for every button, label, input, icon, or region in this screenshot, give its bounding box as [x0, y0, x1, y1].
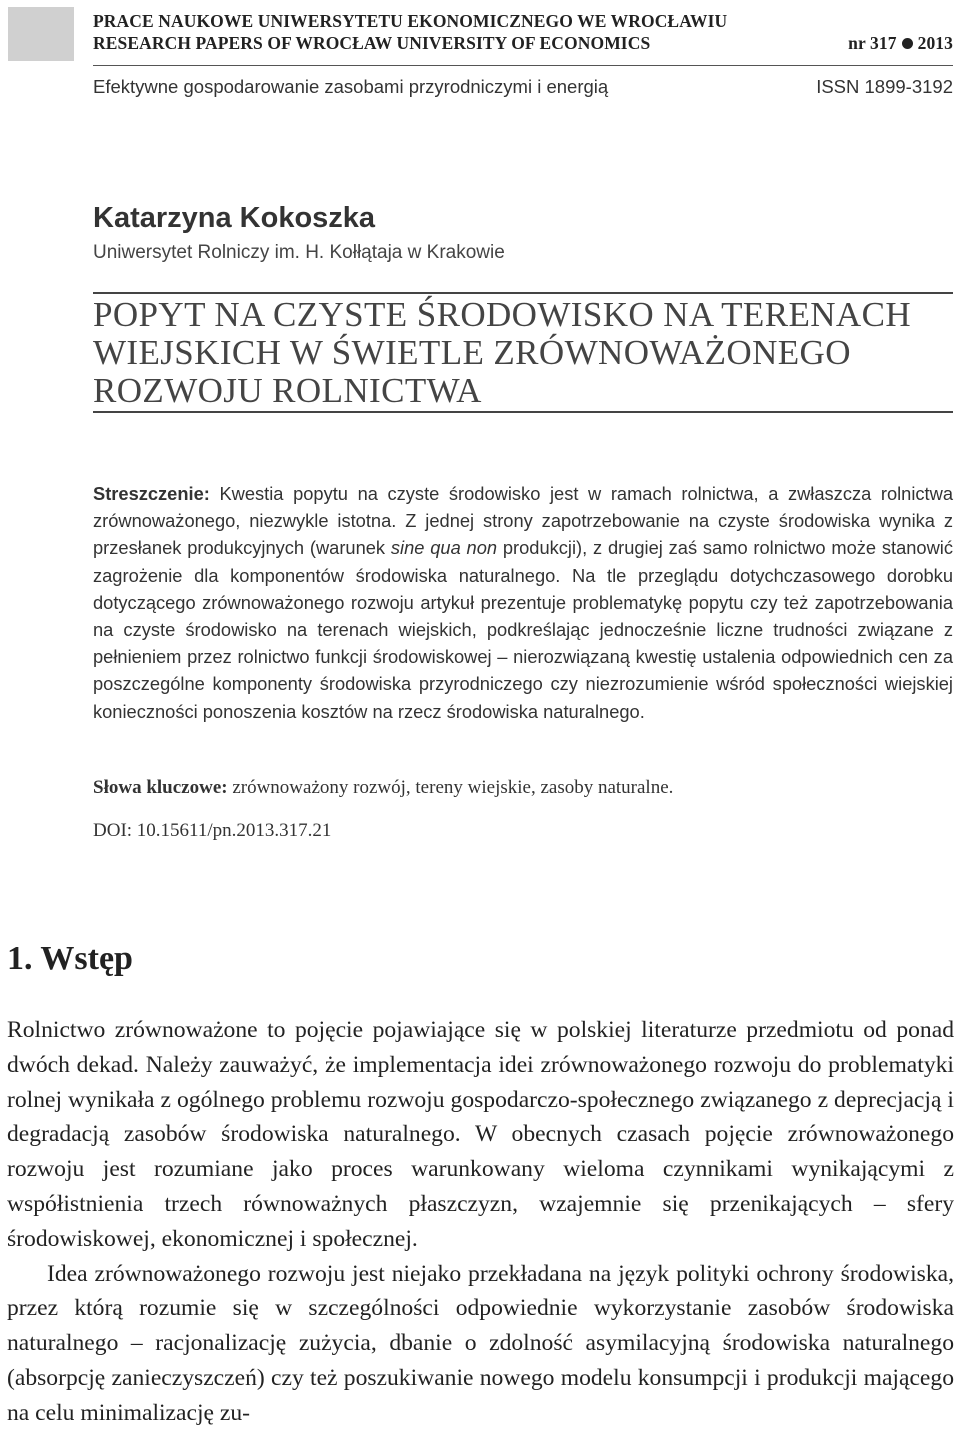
body-text — [7, 1013, 954, 1431]
header-divider — [93, 65, 953, 66]
paragraph: Idea zrównoważonego rozwoju jest niejako przekładana na język polityki ochrony środowiska, przez którą rozumie się w szczególności odpowiednie wykorzystanie zasobów środowiska naturalnego – racjonalizację zużycia, dbanie o zdolność asymilacyjną środowiska naturalnego (absorpcję zanieczyszczeń) czy też poszukiwanie nowego modelu konsumpcji i produkcji mającego na celu minimalizację zu- — [7, 1260, 954, 1426]
title-line: POPYT NA CZYSTE ŚRODOWISKO NA TERENACH — [93, 295, 912, 334]
article-title — [93, 296, 960, 410]
title-bottom-rule — [93, 411, 953, 413]
title-line: WIEJSKICH W ŚWIETLE ZRÓWNOWAŻONEGO — [93, 333, 851, 372]
keywords — [93, 777, 673, 799]
doi: DOI: 10.15611/pn.2013.317.21 — [93, 820, 332, 841]
header-gray-box — [8, 7, 74, 61]
title-top-rule — [93, 292, 953, 294]
paragraph: Rolnictwo zrównoważone to pojęcie pojawiające się w polskiej literaturze przedmiotu od ponad dwóch dekad. Należy zauważyć, że implementacja idei zrównoważonego rozwoju do problematyki rolnej wynikała z ogólnego problemu rozwoju gospodarczo-społecznego związanego z deprecjacją i degradacją zasobów środowiska naturalnego. W obecnych czasach pojęcie zrównoważonego rozwoju jest rozumiane jako proces warunkowany wieloma czynnikami wynikającymi z współistnienia trzech równoważnych płaszczyzn, wzajemnie się przenikających – sfery środowiskowej, ekonomicznej i społecznej. — [7, 1017, 954, 1252]
author-name: Katarzyna Kokoszka — [93, 202, 376, 234]
section-heading: 1. Wstęp — [7, 940, 133, 977]
bullet-icon — [902, 38, 913, 49]
journal-header — [93, 10, 953, 54]
series-row — [93, 76, 953, 98]
issue-info — [848, 32, 953, 54]
abstract-text: Kwestia popytu na czyste środowisko jest w ramach rolnictwa, a zwłaszcza rolnictwa zrównoważonego, niezwykle istotna. Z jednej strony zapotrzebowanie na czyste środowiska wynika z przesłanek produkcyjnych (warunek — [93, 483, 953, 559]
title-line: ROZWOJU ROLNICTWA — [93, 371, 482, 410]
abstract-text-continued: produkcji), z drugiej zaś samo rolnictwo może stanowić zagrożenie dla komponentów środowiska naturalnego. Na tle przeglądu dotychczasowego dorobku dotyczącego zrównoważonego rozwoju artykuł prezentuje problematykę popytu czy też zapotrzebowania na czyste środowisko na terenach wiejskich, podkreślając jednocześnie liczne trudności związane z pełnieniem przez rolnictwo funkcji środowiskowej – nierozwiązaną kwestię ustalenia odpowiednich cen za poszczególne komponenty środowiska przyrodniczego czy niezrozumienie wśród społeczności wiejskiej konieczności ponoszenia kosztów na rzecz środowiska naturalnego. — [93, 537, 954, 722]
issue-year: 2013 — [917, 33, 953, 53]
issn: ISSN 1899-3192 — [816, 76, 953, 97]
issue-number: nr 317 — [848, 33, 897, 53]
journal-name-polish: PRACE NAUKOWE UNIWERSYTETU EKONOMICZNEGO WE WROCŁAWIU — [93, 11, 728, 31]
journal-name-english: RESEARCH PAPERS OF WROCŁAW UNIVERSITY OF ECONOMICS — [93, 33, 651, 53]
abstract — [93, 480, 953, 725]
author-affiliation: Uniwersytet Rolniczy im. H. Kołłątaja w Krakowie — [93, 242, 505, 263]
abstract-italic-term: sine qua non — [390, 537, 498, 559]
keywords-label: Słowa kluczowe: — [93, 777, 228, 798]
series-title: Efektywne gospodarowanie zasobami przyrodniczymi i energią — [93, 76, 609, 97]
abstract-label: Streszczenie: — [93, 483, 210, 504]
keywords-text: zrównoważony rozwój, tereny wiejskie, zasoby naturalne. — [227, 777, 674, 798]
journal-name-english-row — [93, 32, 953, 54]
